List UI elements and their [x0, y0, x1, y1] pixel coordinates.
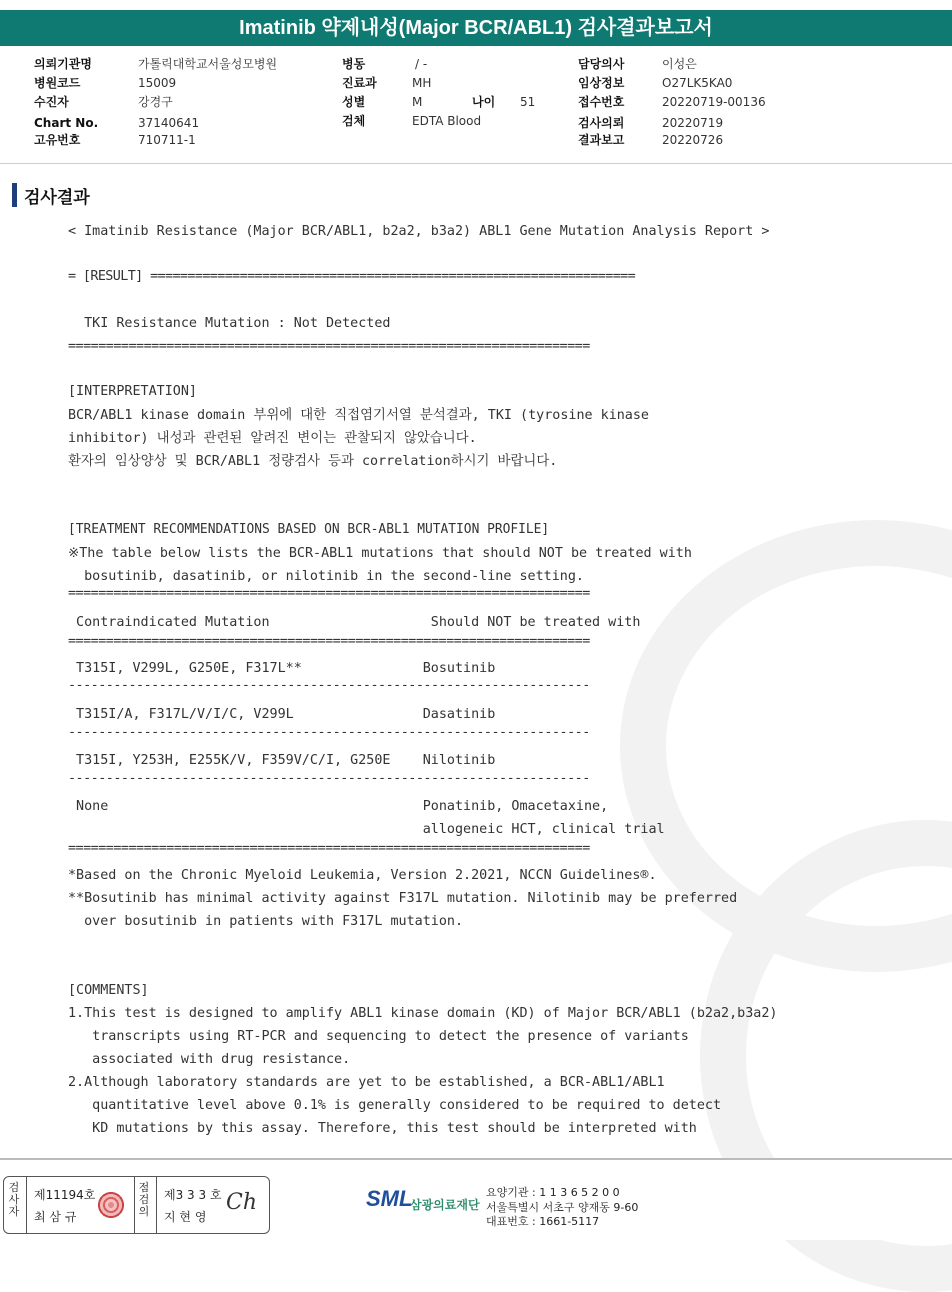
logo-org: 삼광의료재단 — [410, 1198, 480, 1212]
single-rule: --------------------------------------------------------------------- — [68, 771, 590, 786]
treatment-title: [TREATMENT RECOMMENDATIONS BASED ON BCR-ABL1 MUTATION PROFILE] — [68, 522, 550, 537]
info-label: 임상정보 — [578, 76, 625, 90]
info-label: 고유번호 — [34, 133, 81, 147]
comment-line: 2.Although laboratory standards are yet to be established, a BCR-ABL1/ABL1 — [68, 1075, 665, 1090]
tester-name: 최 삼 규 — [34, 1210, 77, 1224]
info-label: 결과보고 — [578, 133, 625, 147]
info-value: 37140641 — [138, 116, 200, 130]
reviewer-name: 지 현 영 — [164, 1210, 207, 1224]
interpretation-line: 환자의 임상양상 및 BCR/ABL1 정량검사 등과 correlation하시기 바랍니다. — [68, 454, 558, 469]
interpretation-line: inhibitor) 내성과 관련된 알려진 변이는 관찰되지 않았습니다. — [68, 431, 477, 446]
info-label: 의뢰기관명 — [34, 57, 92, 71]
official-seal — [96, 1190, 126, 1220]
double-rule: ===================================================================== — [68, 339, 590, 354]
single-rule: --------------------------------------------------------------------- — [68, 678, 590, 693]
info-value: 이성은 — [662, 57, 697, 71]
info-value: MH — [412, 76, 432, 90]
double-rule: ===================================================================== — [68, 634, 590, 649]
info-value: 강경구 — [138, 95, 173, 109]
info-label: 나이 — [472, 95, 496, 109]
result-rule: = [RESULT] ================================================================= — [68, 269, 636, 284]
info-label: 수진자 — [34, 95, 69, 109]
table-row: allogeneic HCT, clinical trial — [68, 822, 665, 837]
comment-line: KD mutations by this assay. Therefore, this test should be interpreted with — [68, 1121, 697, 1136]
comments-title: [COMMENTS] — [68, 983, 149, 998]
report-title: Imatinib 약제내성(Major BCR/ABL1) 검사결과보고서 — [239, 17, 713, 39]
info-value: EDTA Blood — [412, 114, 482, 128]
info-value: 가톨릭대학교서울성모병원 — [138, 57, 278, 71]
table-row: T315I/A, F317L/V/I/C, V299L Dasatinib — [68, 707, 496, 722]
info-label: 병동 — [342, 57, 366, 71]
tester-license: 제11194호 — [34, 1188, 96, 1202]
single-rule: --------------------------------------------------------------------- — [68, 725, 590, 740]
divider — [0, 163, 952, 164]
info-label: 검사의뢰 — [578, 116, 625, 130]
footnote: *Based on the Chronic Myeloid Leukemia, Version 2.2021, NCCN Guidelines®. — [68, 868, 657, 883]
info-label: 진료과 — [342, 76, 377, 90]
logo-mark: SML — [366, 1186, 413, 1211]
phone: 대표번호 : 1661-5117 — [486, 1215, 600, 1228]
info-label: 담당의사 — [578, 57, 625, 71]
double-rule: ===================================================================== — [68, 841, 590, 856]
info-value: / - — [415, 57, 428, 71]
interpretation-line: BCR/ABL1 kinase domain 부위에 대한 직접염기서열 분석결과, TKI (tyrosine kinase — [68, 408, 649, 423]
table-row: T315I, V299L, G250E, F317L** Bosutinib — [68, 661, 496, 676]
info-value: 710711-1 — [138, 133, 196, 147]
comment-line: transcripts using RT-PCR and sequencing to detect the presence of variants — [68, 1029, 689, 1044]
report-heading: < Imatinib Resistance (Major BCR/ABL1, b2a2, b3a2) ABL1 Gene Mutation Analysis Report > — [68, 224, 770, 239]
comment-line: quantitative level above 0.1% is generally considered to be required to detect — [68, 1098, 722, 1113]
institution-code: 요양기관 : 1 1 3 6 5 2 0 0 — [486, 1186, 620, 1199]
info-label: 검체 — [342, 114, 366, 128]
divider — [156, 1177, 157, 1233]
info-value: 20220719 — [662, 116, 724, 130]
treatment-note: bosutinib, dasatinib, or nilotinib in the second-line setting. — [68, 569, 584, 584]
footnote: over bosutinib in patients with F317L mutation. — [68, 914, 464, 929]
divider — [26, 1177, 27, 1233]
table-row: None Ponatinib, Omacetaxine, — [68, 799, 609, 814]
reviewer-label: 점검의 — [138, 1181, 150, 1218]
patient-info — [0, 0, 952, 160]
result-value: TKI Resistance Mutation : Not Detected — [68, 316, 391, 331]
address: 서울특별시 서초구 양재동 9-60 — [486, 1201, 639, 1214]
info-label: Chart No. — [34, 116, 99, 130]
comment-line: 1.This test is designed to amplify ABL1 kinase domain (KD) of Major BCR/ABL1 (b2a2,b3a2) — [68, 1006, 778, 1021]
info-value: O27LK5KA0 — [662, 76, 733, 90]
info-value: 20220726 — [662, 133, 724, 147]
section-marker — [12, 183, 17, 207]
info-label: 접수번호 — [578, 95, 625, 109]
reviewer-license: 제3 3 3 호 — [164, 1188, 222, 1202]
divider — [134, 1177, 135, 1233]
info-label: 병원코드 — [34, 76, 81, 90]
table-header: Contraindicated Mutation Should NOT be treated with — [68, 615, 641, 630]
double-rule: ===================================================================== — [68, 586, 590, 601]
info-label: 성별 — [342, 95, 366, 109]
tester-label: 검사자 — [8, 1181, 20, 1218]
info-value: 51 — [520, 95, 536, 109]
info-value: 20220719-00136 — [662, 95, 766, 109]
table-row: T315I, Y253H, E255K/V, F359V/C/I, G250E Nilotinib — [68, 753, 496, 768]
interpretation-title: [INTERPRETATION] — [68, 384, 197, 399]
section-title-text: 검사결과 — [24, 188, 90, 208]
signature: Ch — [226, 1190, 258, 1215]
treatment-note: ※The table below lists the BCR-ABL1 mutations that should NOT be treated with — [68, 546, 692, 561]
info-value: M — [412, 95, 423, 109]
section-title — [24, 183, 90, 208]
info-value: 15009 — [138, 76, 177, 90]
footnote: **Bosutinib has minimal activity against F317L mutation. Nilotinib may be preferred — [68, 891, 738, 906]
comment-line: associated with drug resistance. — [68, 1052, 351, 1067]
